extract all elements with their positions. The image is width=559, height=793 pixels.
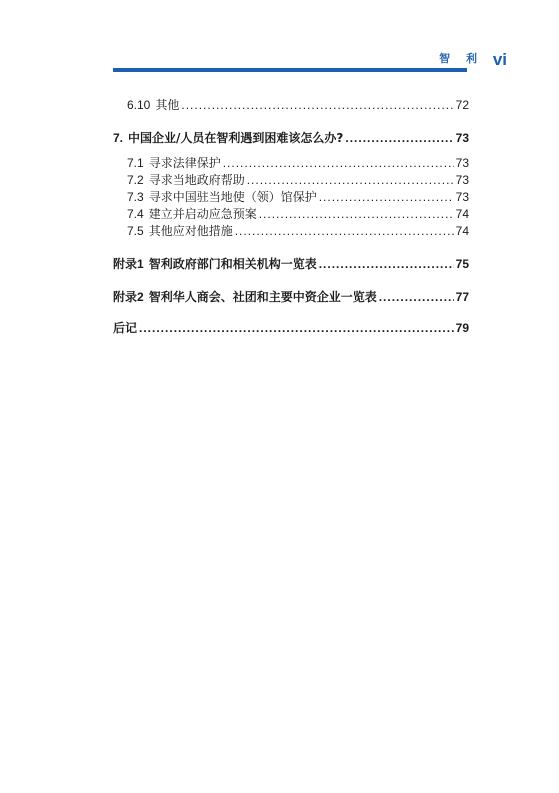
toc-entry-title: 智利华人商会、社团和主要中资企业一览表 (148, 290, 377, 304)
toc-entry-number: 7.2 (127, 173, 144, 187)
toc-entry-title: 后记 (113, 321, 138, 335)
toc-entry-title: 其他 (155, 98, 180, 112)
toc-leader-dots (379, 289, 454, 305)
toc-entry-number: 7. (113, 131, 124, 145)
toc-entry-number: 7.1 (127, 156, 144, 170)
toc-entry-number: 6.10 (127, 98, 151, 112)
toc-leader-dots (319, 256, 454, 272)
toc-leader-dots (259, 206, 454, 222)
toc-entry-number: 附录2 (113, 290, 144, 304)
toc-entry-page: 72 (455, 98, 469, 112)
toc-entry-appendix-2[interactable] (113, 289, 469, 305)
toc-entry-page: 75 (455, 257, 469, 271)
toc-entry-page: 73 (455, 173, 469, 187)
toc-entry-7-2[interactable] (127, 172, 469, 188)
toc-entry-number: 附录1 (113, 257, 144, 271)
toc-leader-dots (139, 320, 454, 336)
toc-leader-dots (181, 97, 453, 113)
toc-entry-title: 建立并启动应急预案 (148, 207, 257, 221)
page-number: vi (492, 50, 507, 69)
toc-entry-number: 7.4 (127, 207, 144, 221)
toc-leader-dots (223, 155, 454, 171)
toc-entry-page: 74 (455, 207, 469, 221)
toc-entry-appendix-1[interactable] (113, 256, 469, 272)
toc-entry-6-10[interactable] (127, 97, 469, 113)
toc-entry-title: 其他应对他措施 (148, 224, 233, 238)
toc-leader-dots (235, 223, 454, 239)
toc-entry-postscript[interactable] (113, 320, 469, 336)
header-rule (113, 68, 467, 72)
toc-entry-7[interactable] (113, 130, 469, 146)
toc-leader-dots (345, 130, 453, 146)
toc-entry-number: 7.3 (127, 190, 144, 204)
toc-entry-title: 中国企业/人员在智利遇到困难该怎么办? (128, 131, 344, 145)
toc-entry-page: 74 (455, 224, 469, 238)
toc-entry-page: 77 (455, 290, 469, 304)
toc-entry-7-1[interactable] (127, 155, 469, 171)
toc-entry-page: 73 (455, 156, 469, 170)
toc-leader-dots (319, 189, 454, 205)
toc-entry-7-3[interactable] (127, 189, 469, 205)
running-header-title: 智 利 (439, 52, 483, 65)
toc-leader-dots (247, 172, 454, 188)
toc-entry-page: 73 (455, 190, 469, 204)
toc-entry-number: 7.5 (127, 224, 144, 238)
toc-entry-title: 寻求当地政府帮助 (148, 173, 245, 187)
toc-entry-page: 79 (455, 321, 469, 335)
toc-entry-7-5[interactable] (127, 223, 469, 239)
toc-entry-title: 寻求法律保护 (148, 156, 221, 170)
toc-entry-title: 智利政府部门和相关机构一览表 (148, 257, 317, 271)
toc-entry-7-4[interactable] (127, 206, 469, 222)
page-header (0, 0, 559, 80)
toc-entry-title: 寻求中国驻当地使（领）馆保护 (148, 190, 317, 204)
toc-entry-page: 73 (455, 131, 469, 145)
